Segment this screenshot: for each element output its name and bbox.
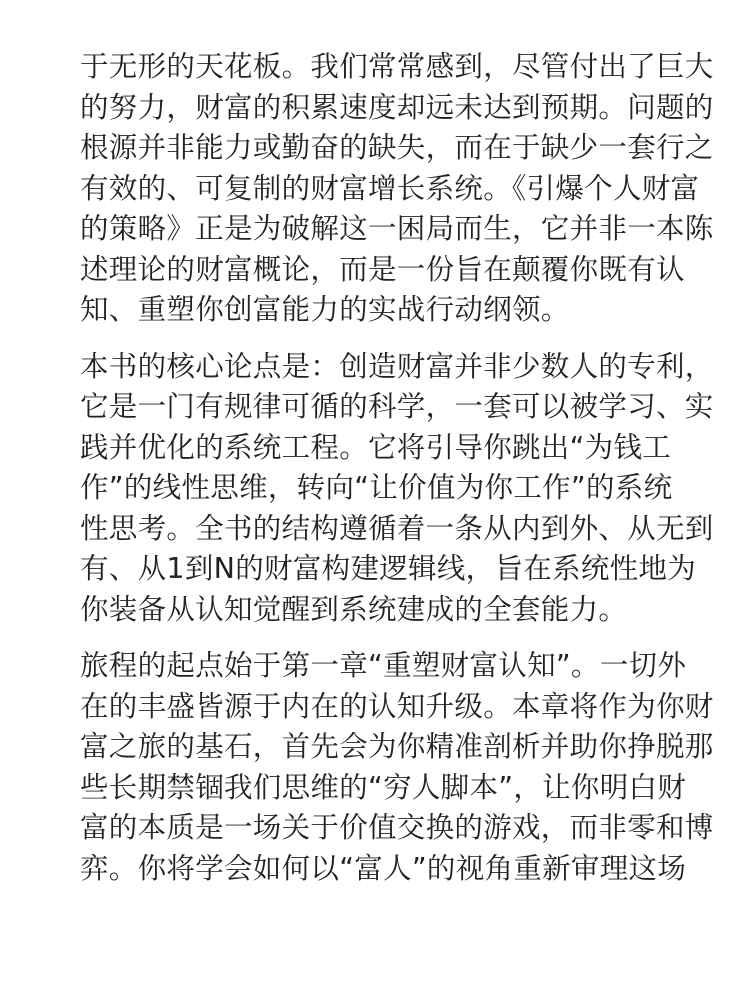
text-line: 有、从1到N的财富构建逻辑线，旨在系统性地为: [80, 552, 697, 585]
paragraph-2: [80, 347, 714, 631]
text-line: 旅程的起点始于第一章“重塑财富认知”。一切外: [80, 649, 687, 682]
text-line: 于无形的天花板。我们常常感到，尽管付出了巨大: [80, 50, 714, 83]
text-line: 些长期禁锢我们思维的“穷人脚本”，让你明白财: [80, 770, 687, 804]
text-line: 富之旅的基石，首先会为你精准剖析并助你挣脱那: [80, 730, 714, 763]
text-line: 它是一门有规律可循的科学，一套可以被学习、实: [80, 390, 714, 423]
paragraph-spacer: [80, 331, 680, 347]
text-line: 在的丰盛皆源于内在的认知升级。本章将作为你财: [80, 689, 714, 723]
text-line: 性思考。全书的结构遵循着一条从内到外、从无到: [80, 511, 714, 545]
text-line: 知、重塑你创富能力的实战行动纲领。: [80, 293, 570, 326]
text-line: 述理论的财富概论，而是一份旨在颠覆你既有认: [80, 252, 685, 286]
paragraph-spacer: [80, 630, 680, 646]
text-line: 弈。你将学会如何以“富人”的视角重新审理这场: [80, 851, 687, 885]
body-text: [80, 47, 714, 889]
text-line: 富的本质是一场关于价值交换的游戏，而非零和博: [80, 811, 714, 844]
text-line: 的努力，财富的积累速度却远未达到预期。问题的: [80, 90, 714, 124]
text-line: 你装备从认知觉醒到系统建成的全套能力。: [80, 592, 628, 626]
paragraph-1: [80, 47, 714, 331]
text-line: 本书的核心论点是：创造财富并非少数人的专利，: [80, 349, 714, 383]
text-line: 根源并非能力或勤奋的缺失，而在于缺少一套行之: [80, 131, 714, 164]
text-line: 有效的、可复制的财富增长系统。《引爆个人财富: [80, 171, 700, 205]
text-line: 践并优化的系统工程。它将引导你跳出“为钱工: [80, 430, 672, 464]
paragraph-3: [80, 646, 714, 889]
text-line: 作”的线性思维，转向“让价值为你工作”的系统: [80, 471, 673, 504]
text-line: 的策略》正是为破解这一困局而生，它并非一本陈: [80, 212, 714, 245]
